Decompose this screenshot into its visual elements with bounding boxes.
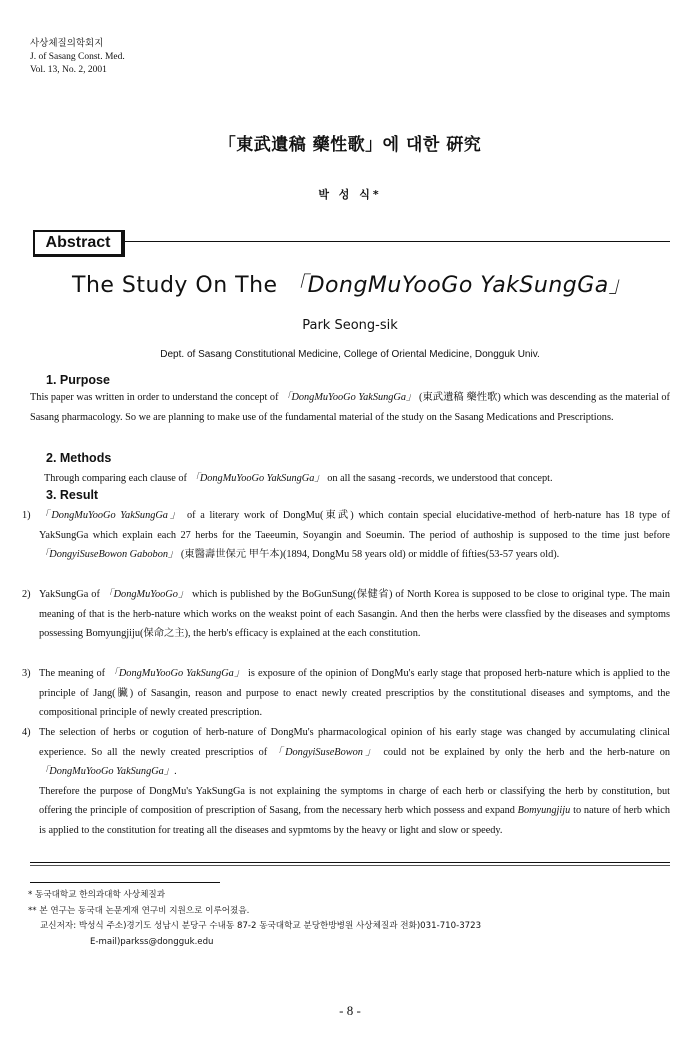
result-item-number: 1) bbox=[22, 510, 31, 521]
item-reference: 「DongMuYooGo YakSungGa」 bbox=[39, 510, 183, 521]
journal-name-english: J. of Sasang Const. Med. bbox=[30, 52, 125, 62]
english-title-prefix: The Study On The bbox=[72, 273, 286, 298]
footnote-email: E-mail)parkss@dongguk.edu bbox=[90, 936, 214, 947]
item-reference-2: 「DongyiSuseBowon Gabobon」 bbox=[39, 549, 179, 560]
footnote-funding: ** 본 연구는 동국대 논문게재 연구비 지원으로 이루어졌음. bbox=[28, 905, 250, 916]
result-item bbox=[22, 723, 670, 840]
footnote-affiliation: * 동국대학교 한의과대학 사상체질과 bbox=[28, 890, 166, 900]
english-author: Park Seong-sik bbox=[302, 318, 398, 333]
result-item bbox=[22, 585, 670, 644]
korean-author: 박 성 식* bbox=[318, 188, 382, 201]
item-text-5: to nature of herb which is applied to the constitution for treating all the diseases and sypmtoms by the heavy or light and slow or speedy. bbox=[39, 805, 671, 836]
methods-text-2: on all the sasang -records, we understood that concept. bbox=[324, 473, 553, 484]
result-item-text bbox=[39, 723, 670, 782]
section-heading-result: 3. Result bbox=[46, 488, 99, 502]
item-text-2: is exposure of the opinion of DongMu's early stage that proposed herb-nature which is applied to the principle of Jang(臟) of Sasangin, reason and purpose to enact newly created prescriptios by the constitutional diseases and symptoms, and the compositional principle of newly created prescription. bbox=[39, 668, 670, 718]
item-reference-3: Bomyungjiju bbox=[517, 805, 571, 816]
result-item-text bbox=[39, 664, 670, 723]
methods-paragraph bbox=[44, 469, 670, 489]
purpose-text: This paper was written in order to understand the concept of bbox=[30, 392, 282, 403]
purpose-reference: 「DongMuYooGo YakSungGa」 bbox=[281, 392, 417, 403]
methods-text: Through comparing each clause of bbox=[44, 473, 190, 484]
result-item-number: 2) bbox=[22, 589, 31, 600]
result-item-number: 3) bbox=[22, 668, 31, 679]
methods-reference: 「DongMuYooGo YakSungGa」 bbox=[189, 473, 325, 484]
abstract-label: Abstract bbox=[33, 230, 125, 257]
item-text: The meaning of bbox=[39, 668, 109, 679]
item-text: The selection of herbs or cogution of herb-nature of DongMu's pharmacological opinion of his early stage was changed by accumulating clinical experience. So all the newly created prescriptios of bbox=[39, 727, 670, 758]
result-item-continuation bbox=[39, 782, 670, 841]
item-text: of a literary work of DongMu(東武) which contain special elucidative-method of herb-nature has 18 type of YakSungGa which explain each 27 herbs for the Taeeumin, Soyangin and Soeumin. The period of authoship is supposed to the time just before bbox=[39, 510, 670, 541]
purpose-text-2: (東武遺稿 藥性歌) which was descending as the material of Sasang pharmacology. So we are planning to make use of the fundamental material of the study on the Sasang Medications and Prescriptions. bbox=[30, 392, 670, 423]
item-reference: 「DongMuYooGo」 bbox=[102, 589, 190, 600]
journal-header bbox=[30, 38, 125, 77]
item-reference: 「DongyiSuseBowon」 bbox=[272, 746, 379, 758]
bottom-rule bbox=[30, 862, 670, 863]
item-reference-2: 「DongMuYooGo YakSungGa」 bbox=[39, 766, 175, 777]
result-item-text bbox=[39, 585, 670, 644]
english-title bbox=[72, 268, 631, 299]
journal-volume: Vol. 13, No. 2, 2001 bbox=[30, 65, 107, 75]
result-item-text bbox=[39, 506, 670, 565]
footnotes bbox=[28, 888, 481, 950]
bottom-rule-thin bbox=[30, 865, 670, 866]
korean-title: 「東武遺稿 藥性歌」에 대한 硏究 bbox=[218, 135, 482, 155]
section-heading-purpose: 1. Purpose bbox=[46, 373, 110, 387]
purpose-paragraph bbox=[30, 388, 670, 427]
result-item bbox=[22, 664, 670, 723]
item-text-3: . bbox=[174, 766, 177, 777]
footnote-rule bbox=[30, 882, 220, 883]
item-text-2: could not be explained by only the herb and the herb-nature on bbox=[378, 746, 670, 758]
item-text-2: (東醫壽世保元 甲午本)(1894, DongMu 58 years old) or middle of fifties(53-57 years old). bbox=[178, 549, 560, 560]
page-number: - 8 - bbox=[339, 1003, 361, 1018]
abstract-rule bbox=[124, 241, 670, 242]
item-text: YakSungGa of bbox=[39, 589, 103, 600]
item-reference: 「DongMuYooGo YakSungGa」 bbox=[108, 668, 246, 679]
item-text-2: which is published by the BoGunSung(保健省) of North Korea is supposed to be close to original type. The main meaning of that is the herb-nature which works on the weakst point of each Sasangin. And then the herbs were classfied by the diseases and symptoms possessing Bomyungjiju(保命之主), the herb's efficacy is explained at the each constitution. bbox=[39, 589, 670, 639]
footnote-correspondence: 교신저자: 박성식 주소)경기도 성남시 분당구 수내동 87-2 동국대학교 분당한방병원 사상체질과 전화)031-710-3723 bbox=[40, 921, 482, 931]
journal-name-korean: 사상체질의학회지 bbox=[30, 39, 104, 49]
result-item bbox=[22, 506, 670, 565]
result-item-number: 4) bbox=[22, 727, 31, 738]
section-heading-methods: 2. Methods bbox=[46, 451, 112, 465]
item-text-4: Therefore the purpose of DongMu's YakSungGa is not explaining the symptoms in charge of each herb or classifying the herb by constitution, but offering the principle of composition of prescription of Sasang, from the necessary herb which possess and expand bbox=[39, 785, 670, 816]
english-title-italic: 「DongMuYooGo YakSungGa」 bbox=[285, 273, 632, 298]
affiliation: Dept. of Sasang Constitutional Medicine, College of Oriental Medicine, Dongguk Univ. bbox=[160, 349, 540, 360]
